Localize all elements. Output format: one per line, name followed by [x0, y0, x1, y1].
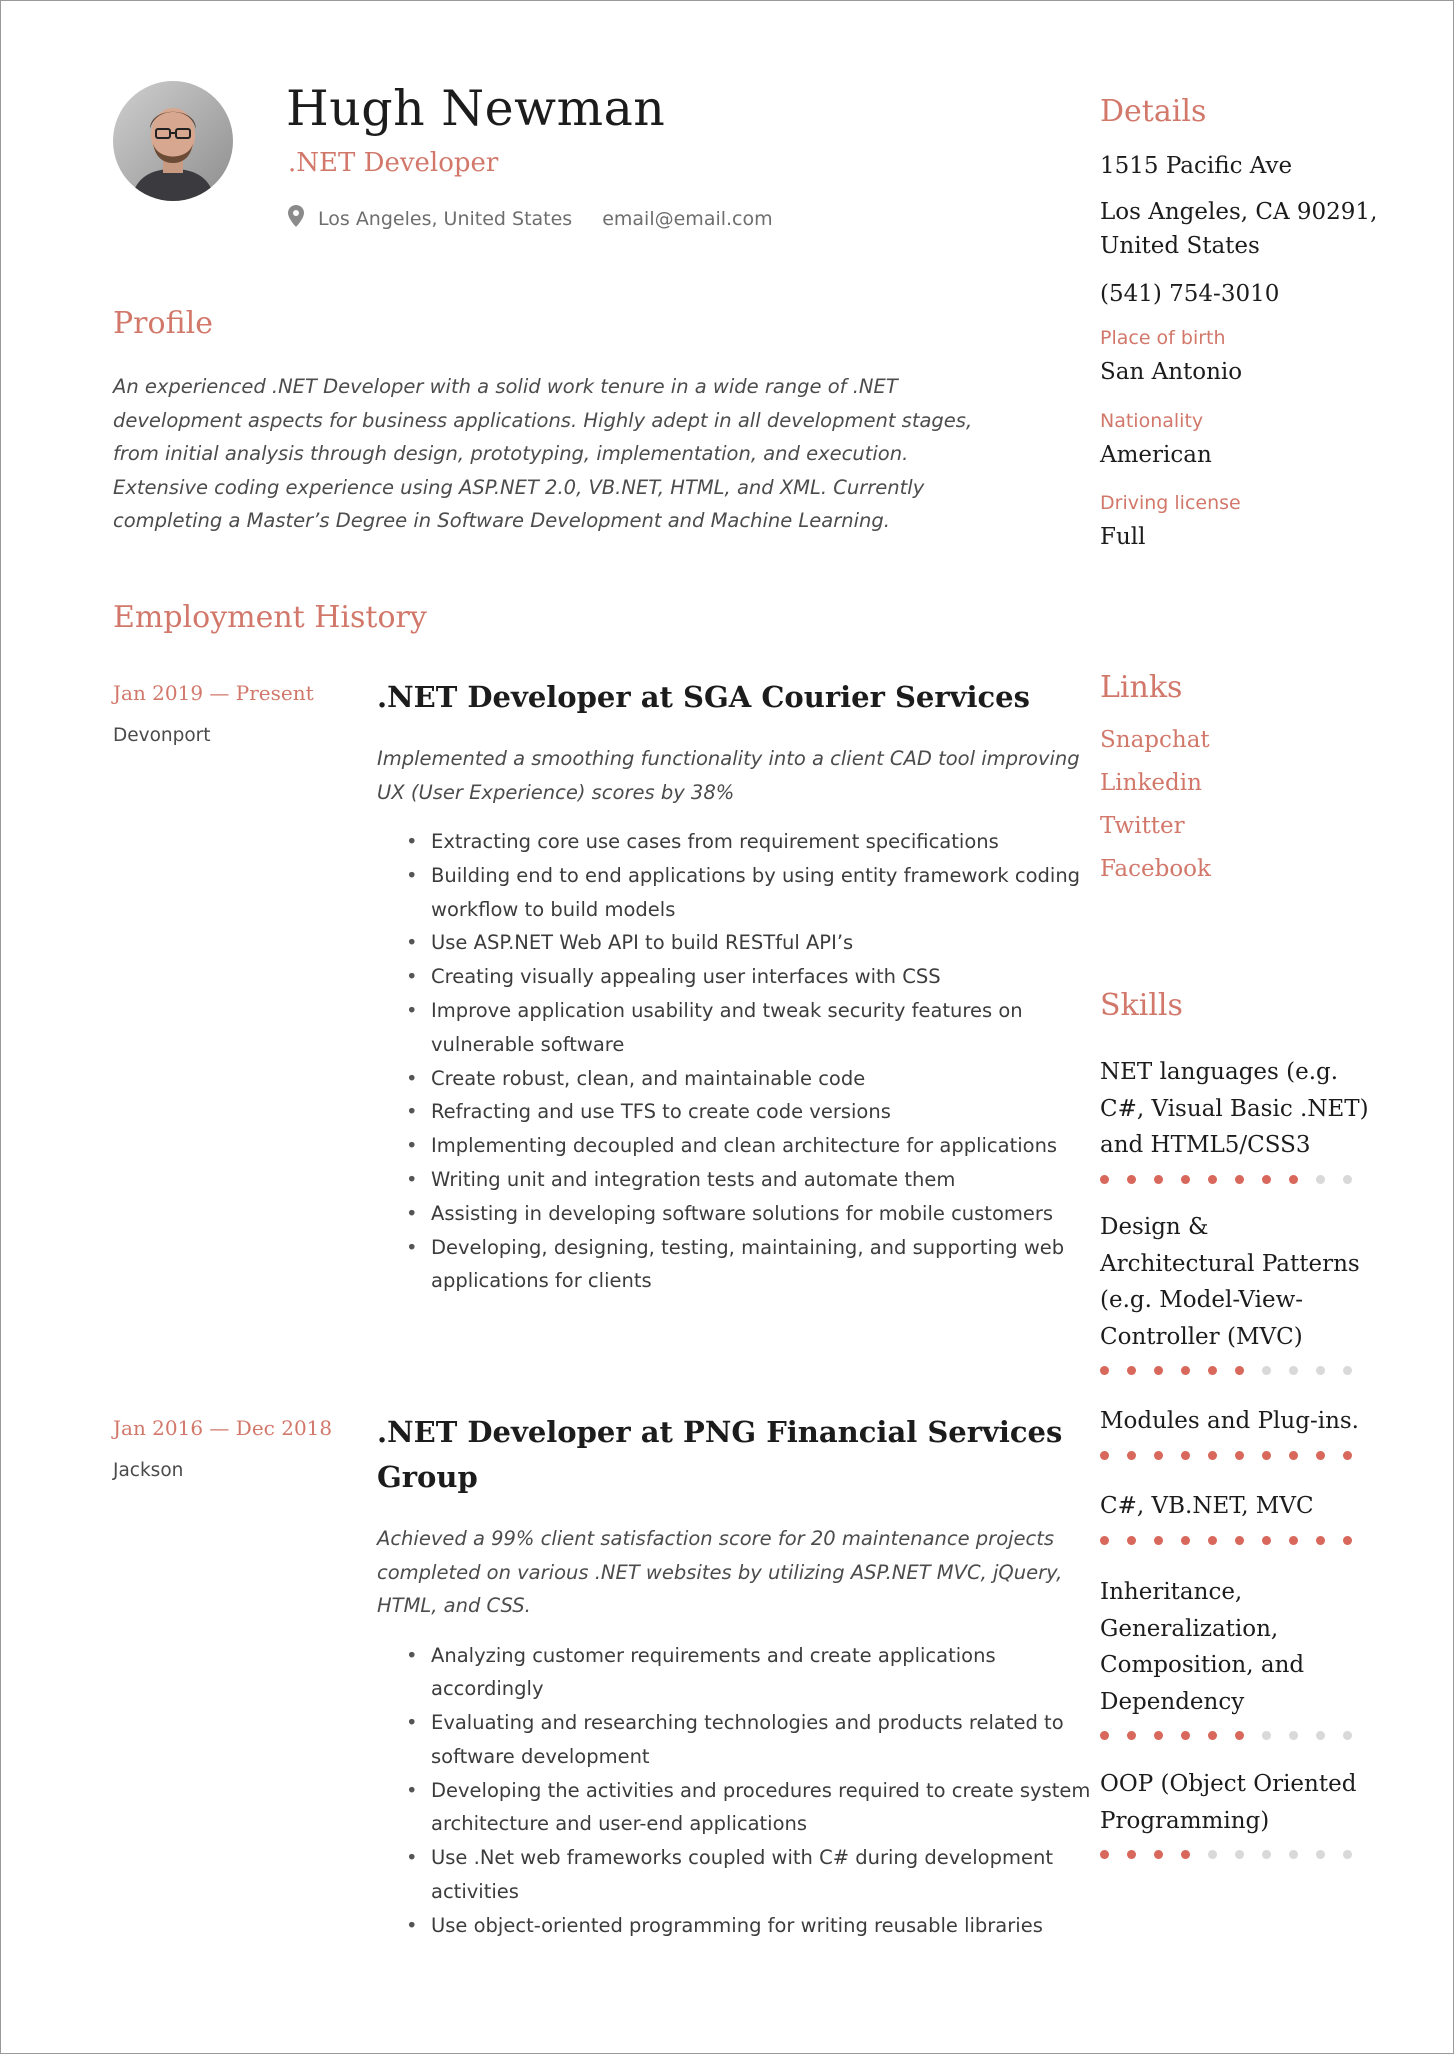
job-bullet: • Building end to end applications by using entity framework coding workflow to build models [377, 859, 1097, 927]
skill-dot-filled [1154, 1175, 1163, 1184]
job-bullet: • Evaluating and researching technologies and products related to software development [377, 1706, 1097, 1774]
skill-dot-empty [1343, 1366, 1352, 1375]
skill-dot-filled [1100, 1850, 1109, 1859]
link-snapchat[interactable]: Snapchat [1100, 727, 1210, 753]
job-bullet: • Improve application usability and tweak security features on vulnerable software [377, 994, 1097, 1062]
skill-dot-filled [1127, 1175, 1136, 1184]
details-section [1100, 94, 1400, 554]
address-line-1: 1515 Pacific Ave [1100, 153, 1293, 179]
job-bullets [377, 825, 1097, 1298]
skill-dot-filled [1289, 1536, 1298, 1545]
job-summary: Achieved a 99% client satisfaction score for 20 maintenance projects completed on various .NET websites by utilizing ASP.NET MVC, jQuery, HTML, and CSS. [377, 1527, 1063, 1617]
skill-level-dots [1100, 1175, 1370, 1184]
skill-dot-filled [1127, 1731, 1136, 1740]
skill-item [1100, 1054, 1370, 1184]
skill-dot-filled [1235, 1731, 1244, 1740]
skill-dot-filled [1127, 1451, 1136, 1460]
skills-heading: Skills [1100, 988, 1183, 1023]
skill-dot-filled [1181, 1850, 1190, 1859]
skill-dot-filled [1154, 1850, 1163, 1859]
driving-license-label: Driving license [1100, 492, 1241, 514]
job-bullet: • Refracting and use TFS to create code versions [377, 1095, 1097, 1129]
skill-item [1100, 1488, 1370, 1545]
skill-dot-filled [1181, 1536, 1190, 1545]
links-heading: Links [1100, 670, 1183, 705]
details-heading: Details [1100, 94, 1207, 129]
skill-dot-filled [1127, 1536, 1136, 1545]
skill-dot-filled [1316, 1536, 1325, 1545]
skill-dot-empty [1262, 1366, 1271, 1375]
skill-item [1100, 1766, 1370, 1859]
skill-dot-empty [1343, 1850, 1352, 1859]
skill-dot-empty [1316, 1175, 1325, 1184]
phone-number: (541) 754-3010 [1100, 281, 1280, 307]
skill-dot-filled [1100, 1536, 1109, 1545]
job-bullet: • Writing unit and integration tests and automate them [377, 1163, 1097, 1197]
skill-dot-filled [1235, 1536, 1244, 1545]
job-summary: Implemented a smoothing functionality into a client CAD tool improving UX (User Experience) scores by 38% [377, 747, 1080, 804]
skill-dot-filled [1208, 1451, 1217, 1460]
skill-dot-empty [1343, 1175, 1352, 1184]
job-location: Jackson [113, 1460, 184, 1481]
location-text: Los Angeles, United States [318, 207, 573, 230]
skill-dot-filled [1181, 1366, 1190, 1375]
skill-dot-filled [1100, 1451, 1109, 1460]
candidate-name: Hugh Newman [286, 80, 666, 137]
skill-dot-filled [1181, 1731, 1190, 1740]
job-bullet: • Assisting in developing software solutions for mobile customers [377, 1197, 1097, 1231]
skill-dot-filled [1262, 1175, 1271, 1184]
skill-name: OOP (Object Oriented Programming) [1100, 1771, 1357, 1834]
skill-dot-empty [1289, 1850, 1298, 1859]
email-text[interactable]: email@email.com [602, 207, 773, 230]
skill-dot-empty [1316, 1850, 1325, 1859]
skill-dot-empty [1262, 1850, 1271, 1859]
job-dates: Jan 2019 — Present [113, 681, 314, 705]
job-bullet: • Extracting core use cases from requirement specifications [377, 825, 1097, 859]
skill-dot-empty [1316, 1366, 1325, 1375]
skill-dot-filled [1343, 1536, 1352, 1545]
address-line-2: Los Angeles, CA 90291, [1100, 199, 1378, 225]
skill-dot-filled [1181, 1175, 1190, 1184]
skill-dot-filled [1100, 1731, 1109, 1740]
job-bullet: • Analyzing customer requirements and create applications accordingly [377, 1639, 1097, 1707]
skill-dot-filled [1289, 1451, 1298, 1460]
skill-item [1100, 1403, 1370, 1460]
link-twitter[interactable]: Twitter [1100, 813, 1185, 839]
job-bullet: • Implementing decoupled and clean architecture for applications [377, 1129, 1097, 1163]
skill-name: Design & Architectural Patterns (e.g. Model-View-Controller (MVC) [1100, 1214, 1360, 1350]
contact-line [288, 205, 773, 232]
skill-dot-filled [1235, 1175, 1244, 1184]
job-role: .NET Developer [288, 148, 499, 178]
skill-dot-filled [1127, 1366, 1136, 1375]
map-pin-icon [288, 205, 304, 232]
skill-dot-filled [1316, 1451, 1325, 1460]
skill-dot-filled [1127, 1850, 1136, 1859]
links-section [1100, 670, 1400, 882]
skill-dot-empty [1289, 1731, 1298, 1740]
skill-dot-filled [1208, 1731, 1217, 1740]
skill-dot-filled [1154, 1731, 1163, 1740]
skill-name: Inheritance, Generalization, Composition, and Dependency [1100, 1579, 1305, 1715]
skill-item [1100, 1574, 1370, 1740]
job-title: .NET Developer at SGA Courier Services [377, 680, 1030, 714]
address-line-3: United States [1100, 233, 1260, 259]
skill-dot-empty [1235, 1850, 1244, 1859]
skill-level-dots [1100, 1536, 1370, 1545]
skill-level-dots [1100, 1366, 1370, 1375]
job-bullet: • Use ASP.NET Web API to build RESTful API’s [377, 926, 1097, 960]
job-title: .NET Developer at PNG Financial Services Group [377, 1415, 1063, 1494]
skill-dot-filled [1289, 1175, 1298, 1184]
skill-dot-filled [1235, 1451, 1244, 1460]
skill-dot-filled [1181, 1451, 1190, 1460]
skill-dot-filled [1262, 1451, 1271, 1460]
job-bullet: • Developing the activities and procedures required to create system architecture and user-end applications [377, 1774, 1097, 1842]
skill-dot-empty [1316, 1731, 1325, 1740]
skill-dot-filled [1208, 1175, 1217, 1184]
skill-dot-filled [1208, 1366, 1217, 1375]
link-facebook[interactable]: Facebook [1100, 856, 1211, 882]
skill-dot-filled [1208, 1536, 1217, 1545]
place-of-birth-value: San Antonio [1100, 359, 1243, 385]
skill-dot-filled [1100, 1366, 1109, 1375]
skill-dot-empty [1289, 1366, 1298, 1375]
skill-level-dots [1100, 1731, 1370, 1740]
driving-license-value: Full [1100, 524, 1146, 550]
skill-dot-filled [1154, 1451, 1163, 1460]
skill-name: C#, VB.NET, MVC [1100, 1493, 1314, 1519]
skill-dot-filled [1262, 1536, 1271, 1545]
link-linkedin[interactable]: Linkedin [1100, 770, 1202, 796]
job-bullet: • Create robust, clean, and maintainable code [377, 1062, 1097, 1096]
nationality-value: American [1100, 442, 1212, 468]
employment-heading: Employment History [113, 600, 427, 635]
place-of-birth-label: Place of birth [1100, 327, 1226, 349]
profile-text: An experienced .NET Developer with a solid work tenure in a wide range of .NET development aspects for business applications. Highly adept in all development stages, from initial analysis through design, prototyping, implementation, and execution. Extensive coding experience using ASP.NET 2.0, VB.NET, HTML, and XML. Currently completing a Master’s Degree in Software Development and Machine Learning. [113, 375, 973, 532]
skill-dot-filled [1235, 1366, 1244, 1375]
job-bullet: • Developing, designing, testing, maintaining, and supporting web applications for clients [377, 1231, 1097, 1299]
skill-level-dots [1100, 1850, 1370, 1859]
skill-dot-filled [1154, 1536, 1163, 1545]
skill-dot-empty [1262, 1731, 1271, 1740]
profile-heading: Profile [113, 306, 213, 341]
job-bullets [377, 1639, 1097, 1943]
skill-name: Modules and Plug-ins. [1100, 1408, 1359, 1434]
nationality-label: Nationality [1100, 410, 1204, 432]
skill-dot-filled [1100, 1175, 1109, 1184]
job-bullet: • Use .Net web frameworks coupled with C# during development activities [377, 1841, 1097, 1909]
skill-name: NET languages (e.g. C#, Visual Basic .NET) and HTML5/CSS3 [1100, 1059, 1369, 1158]
job-location: Devonport [113, 725, 211, 746]
skill-dot-empty [1208, 1850, 1217, 1859]
job-dates: Jan 2016 — Dec 2018 [113, 1416, 333, 1440]
skill-dot-filled [1343, 1451, 1352, 1460]
avatar-photo [113, 81, 233, 201]
skill-level-dots [1100, 1451, 1370, 1460]
job-bullet: • Creating visually appealing user interfaces with CSS [377, 960, 1097, 994]
skill-item [1100, 1209, 1370, 1375]
skill-dot-filled [1154, 1366, 1163, 1375]
skill-dot-empty [1343, 1731, 1352, 1740]
job-bullet: • Use object-oriented programming for writing reusable libraries [377, 1909, 1097, 1943]
